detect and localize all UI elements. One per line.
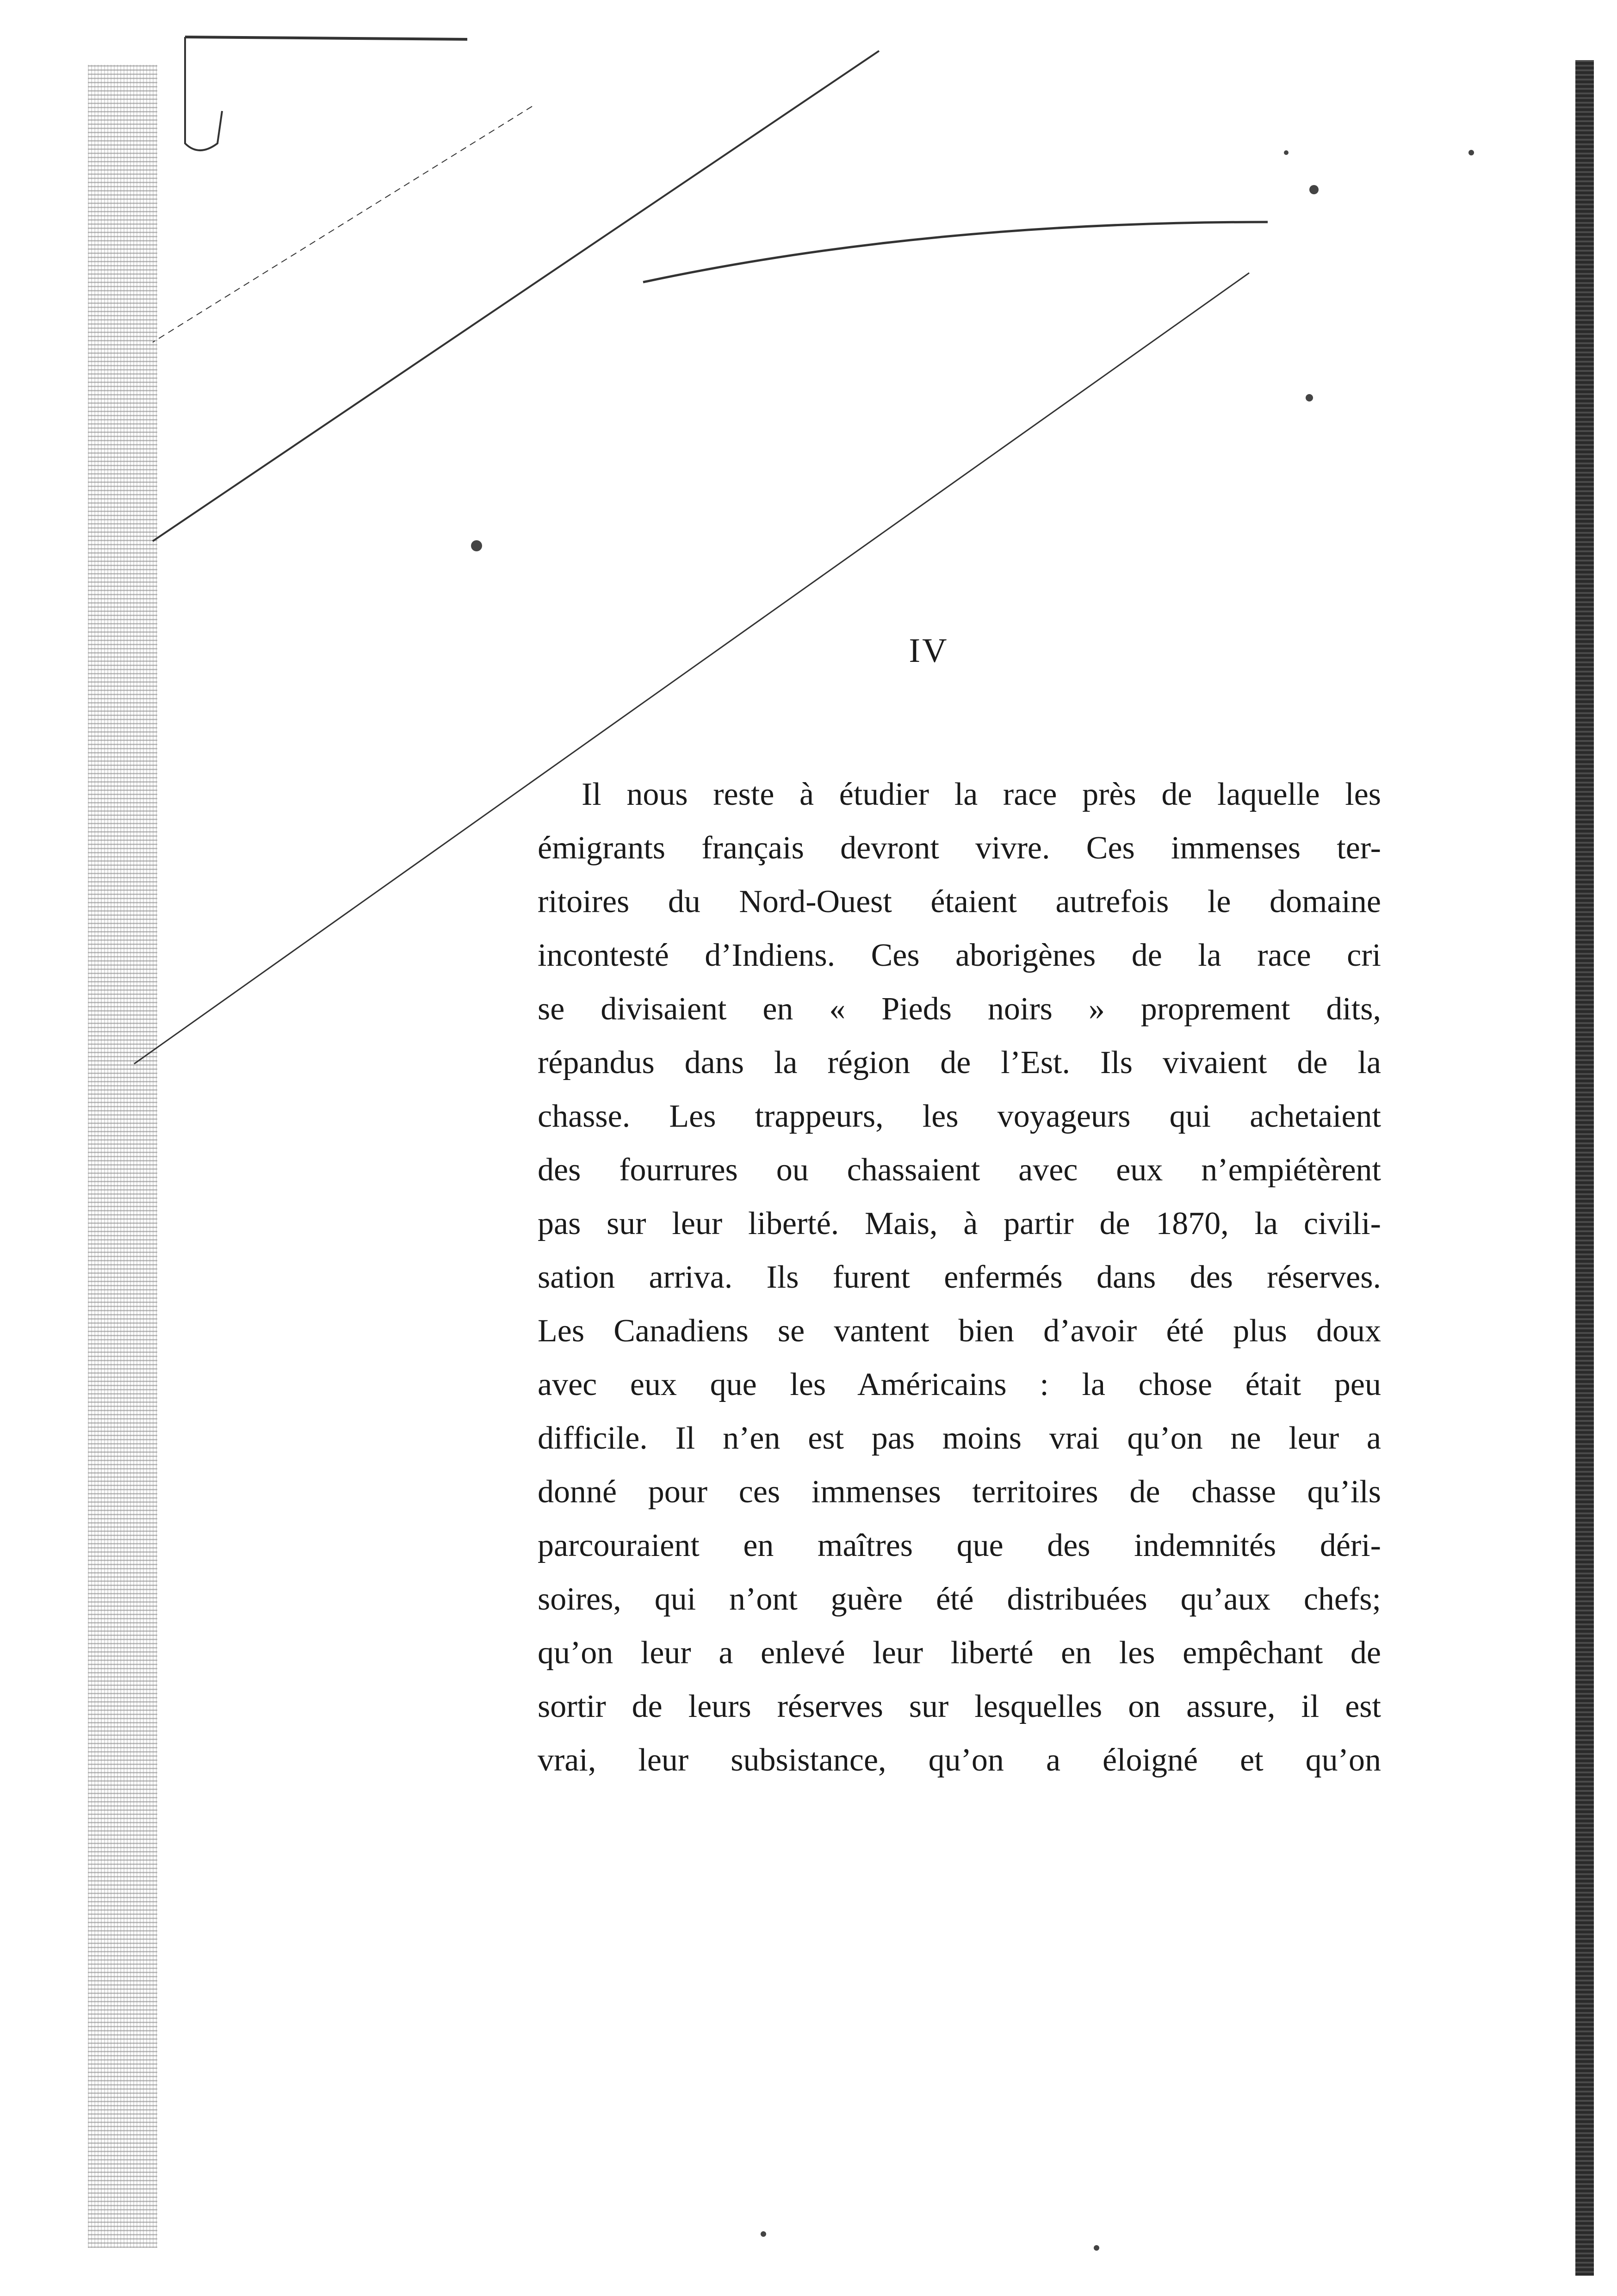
- text-line: émigrants français devront vivre. Ces immenses ter-: [538, 830, 1381, 866]
- text-line: difficile. Il n’en est pas moins vrai qu’on ne leur a: [538, 1420, 1381, 1456]
- text-line: se divisaient en « Pieds noirs » proprement dits,: [538, 991, 1381, 1027]
- text-line: répandus dans la région de l’Est. Ils vivaient de la: [538, 1045, 1381, 1080]
- ink-speck: [1468, 150, 1474, 155]
- text-line: ritoires du Nord-Ouest étaient autrefois le domaine: [538, 884, 1381, 920]
- body-text: [538, 768, 1381, 1787]
- diagonal-dashed-line: [153, 106, 532, 342]
- text-line: des fourrures ou chassaient avec eux n’empiétèrent: [538, 1152, 1381, 1188]
- text-line: Les Canadiens se vantent bien d’avoir été plus doux: [538, 1313, 1381, 1349]
- text-line: donné pour ces immenses territoires de chasse qu’ils: [538, 1474, 1381, 1510]
- text-line: Il nous reste à étudier la race près de laquelle les: [582, 777, 1381, 812]
- text-line: sation arriva. Ils furent enfermés dans des réserves.: [538, 1259, 1381, 1295]
- text-line: pas sur leur liberté. Mais, à partir de 1870, la civili-: [538, 1206, 1381, 1241]
- ink-speck: [1306, 394, 1313, 401]
- text-line: sortir de leurs réserves sur lesquelles on assure, il est: [538, 1689, 1381, 1724]
- text-line: soires, qui n’ont guère été distribuées qu’aux chefs;: [538, 1581, 1381, 1617]
- ink-speck: [761, 2231, 766, 2237]
- text-line: avec eux que les Américains : la chose était peu: [538, 1367, 1381, 1402]
- text-line: vrai, leur subsistance, qu’on a éloigné et qu’on: [538, 1742, 1381, 1778]
- text-line: incontesté d’Indiens. Ces aborigènes de la race cri: [538, 938, 1381, 973]
- text-line: chasse. Les trappeurs, les voyageurs qui achetaient: [538, 1099, 1381, 1134]
- diagonal-line: [153, 51, 879, 541]
- ink-speck: [471, 540, 482, 551]
- text-line: qu’on leur a enlevé leur liberté en les empêchant de: [538, 1635, 1381, 1671]
- corner-mark: [185, 37, 222, 150]
- ink-speck: [1309, 185, 1319, 194]
- ink-speck: [1094, 2245, 1099, 2251]
- text-line: parcouraient en maîtres que des indemnités déri-: [538, 1528, 1381, 1563]
- chapter-heading: IV: [909, 632, 949, 670]
- curved-stroke: [643, 222, 1268, 282]
- ink-speck: [1284, 150, 1289, 155]
- top-rule-line: [185, 37, 467, 39]
